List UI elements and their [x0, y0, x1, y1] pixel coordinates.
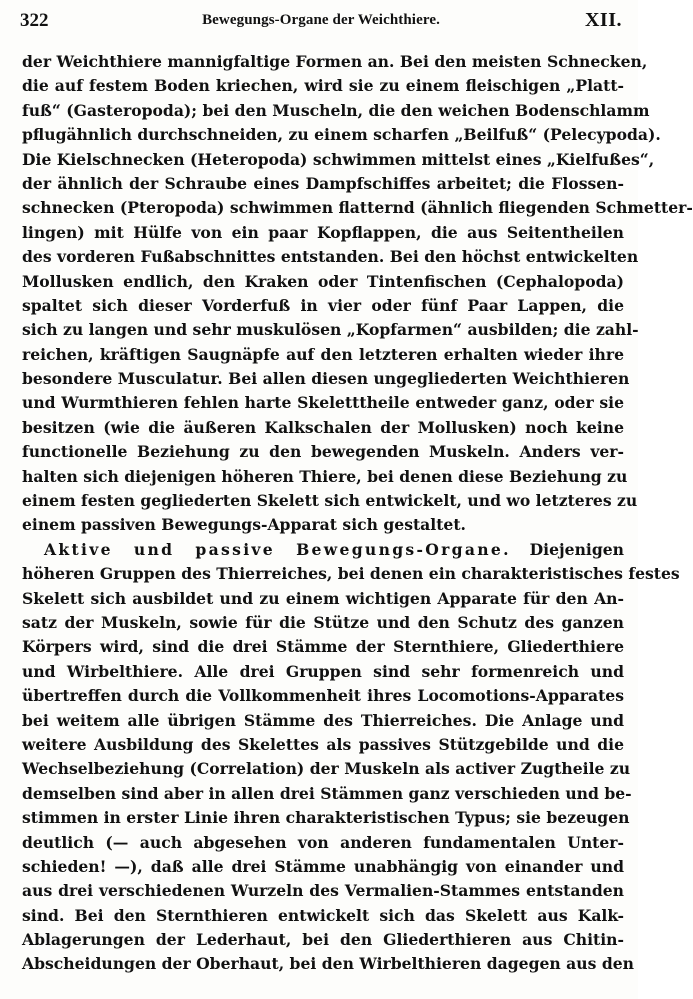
text-line: einem festen gegliederten Skelett sich entwickelt, und wo letzteres zu — [22, 491, 638, 511]
text-line: aus drei verschiedenen Wurzeln des Vermalien-Stammes entstanden — [22, 881, 624, 901]
text-line: bei weitem alle übrigen Stämme des Thierreiches. Die Anlage und — [22, 710, 624, 730]
text-line: höheren Gruppen des Thierreiches, bei denen ein charakteristisches festes — [22, 564, 680, 584]
text-line: demselben sind aber in allen drei Stämmen ganz verschieden und be- — [22, 783, 632, 803]
text-line: halten sich diejenigen höheren Thiere, bei denen diese Beziehung zu — [22, 466, 628, 486]
text-line: einem passiven Bewegungs-Apparat sich gestaltet. — [22, 515, 466, 535]
text-line: der Weichthiere mannigfaltige Formen an. Bei den meisten Schnecken, — [22, 52, 648, 71]
text-line: die auf festem Boden kriechen, wird sie zu einem fleischigen „Platt- — [22, 76, 624, 96]
page-number: 322 — [20, 10, 49, 31]
text-line: lingen) mit Hülfe von ein paar Kopflappen, die aus Seitentheilen — [22, 222, 624, 242]
section-heading: Aktive und passive Bewegungs-Organe. — [44, 539, 511, 559]
text-line: sind. Bei den Sternthieren entwickelt sich das Skelett aus Kalk- — [22, 905, 624, 925]
text-line: fuß“ (Gasteropoda); bei den Muscheln, die den weichen Bodenschlamm — [22, 100, 650, 120]
page-header — [20, 6, 622, 38]
text-line: Ablagerungen der Lederhaut, bei den Gliederthieren aus Chitin- — [22, 930, 624, 950]
text-line: weitere Ausbildung des Skelettes als passives Stützgebilde und die — [22, 734, 624, 754]
text-line: Die Kielschnecken (Heteropoda) schwimmen mittelst eines „Kielfußes“, — [22, 149, 655, 169]
heading-line-continuation: Diejenigen — [510, 539, 624, 559]
text-line: besondere Musculatur. Bei allen diesen ungegliederten Weichthieren — [22, 369, 630, 389]
text-line: des vorderen Fußabschnittes entstanden. Bei den höchst entwickelten — [22, 247, 639, 267]
text-line — [22, 538, 624, 562]
text-line: der ähnlich der Schraube eines Dampfschiffes arbeitet; die Flossen- — [22, 173, 624, 193]
text-line: Abscheidungen der Oberhaut, bei den Wirbelthieren dagegen aus den — [22, 954, 634, 974]
text-line: schnecken (Pteropoda) schwimmen flatternd (ähnlich fliegenden Schmetter- — [22, 198, 693, 218]
text-line: besitzen (wie die äußeren Kalkschalen der Mollusken) noch keine — [22, 417, 624, 437]
text-line: Skelett sich ausbildet und zu einem wichtigen Apparate für den An- — [22, 588, 624, 608]
text-line: schieden! —), daß alle drei Stämme unabhängig von einander und — [22, 856, 624, 876]
text-line: functionelle Beziehung zu den bewegenden Muskeln. Anders ver- — [22, 442, 624, 462]
running-head: Bewegungs-Organe der Weichthiere. — [202, 12, 440, 28]
text-line: und Wurmthieren fehlen harte Skeletttheile entweder ganz, oder sie — [22, 393, 624, 413]
text-line: übertreffen durch die Vollkommenheit ihres Locomotions-Apparates — [22, 686, 624, 706]
text-line: und Wirbelthiere. Alle drei Gruppen sind sehr formenreich und — [22, 661, 624, 681]
text-line: spaltet sich dieser Vorderfuß in vier oder fünf Paar Lappen, die — [22, 295, 624, 315]
text-line: satz der Muskeln, sowie für die Stütze und den Schutz des ganzen — [22, 612, 624, 632]
text-line: sich zu langen und sehr muskulösen „Kopfarmen“ ausbilden; die zahl- — [22, 320, 639, 340]
text-line: reichen, kräftigen Saugnäpfe auf den letzteren erhalten wieder ihre — [22, 344, 624, 364]
text-line: stimmen in erster Linie ihren charakteristischen Typus; sie bezeugen — [22, 808, 630, 828]
text-line: Mollusken endlich, den Kraken oder Tintenfischen (Cephalopoda) — [22, 271, 624, 291]
body-text — [22, 50, 693, 977]
text-line: pflugähnlich durchschneiden, zu einem scharfen „Beilfuß“ (Pelecypoda). — [22, 125, 661, 145]
text-line: deutlich (— auch abgesehen von anderen fundamentalen Unter- — [22, 832, 624, 852]
text-line: Körpers wird, sind die drei Stämme der Sternthiere, Gliederthiere — [22, 637, 624, 657]
paragraph-2 — [22, 538, 680, 977]
chapter-number: XII. — [584, 9, 622, 31]
text-line: Wechselbeziehung (Correlation) der Muskeln als activer Zugtheile zu — [22, 759, 631, 779]
paragraph-1 — [22, 50, 693, 538]
